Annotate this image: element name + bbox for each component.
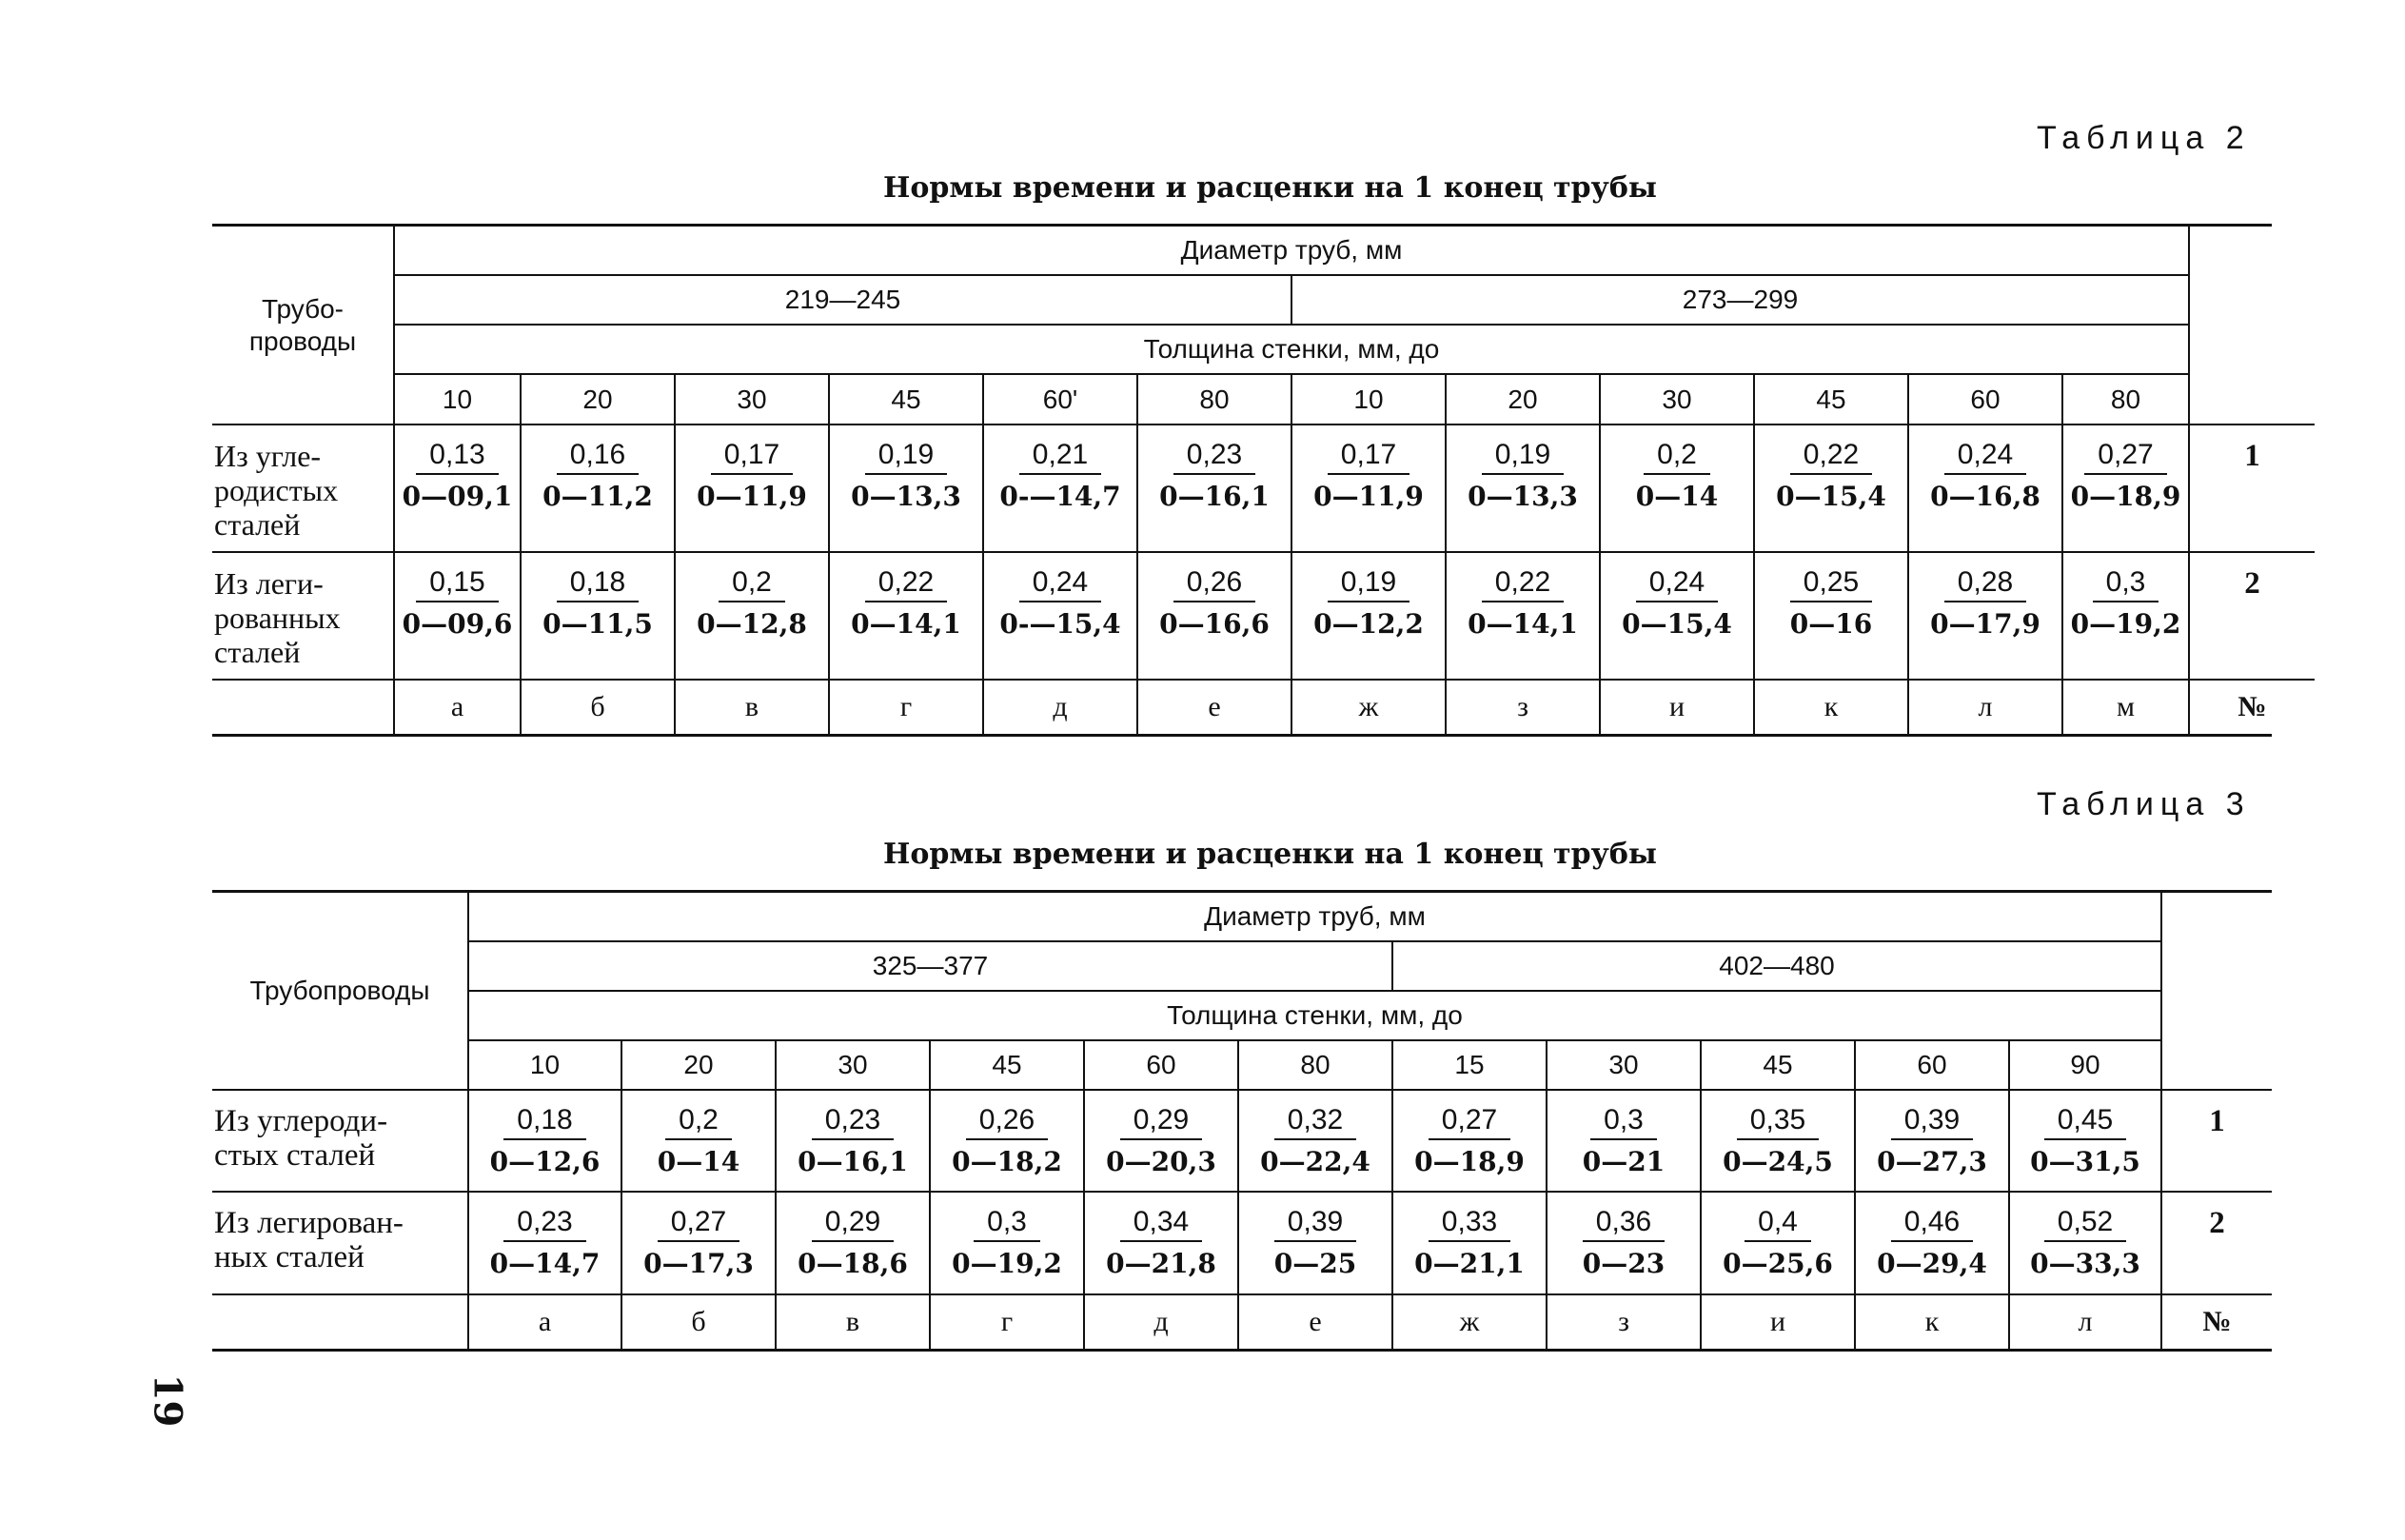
table3-thickness-6: 80 [1239, 1041, 1393, 1091]
table2-cell-2-3 [676, 553, 830, 681]
table3-cell-1-8 [1547, 1091, 1702, 1193]
table2-cell-2-7 [1292, 553, 1447, 681]
norm-time: 0,3 [2093, 566, 2159, 602]
rate-value: 0—16,1 [798, 1146, 908, 1177]
table3-thickness-4: 45 [931, 1041, 1085, 1091]
table2-row-1-name: Из угле- родистых сталей [212, 425, 395, 553]
table2 [212, 224, 2272, 737]
rate-value: 0-—15,4 [999, 608, 1121, 640]
norm-time: 0,27 [658, 1206, 739, 1242]
table2-column-letter-4: г [830, 681, 984, 734]
table3-group-2: 402—480 [1393, 942, 2162, 992]
table3-column-letter-10: к [1856, 1295, 2010, 1349]
table2-cell-1-1 [395, 425, 522, 553]
table2-cell-1-2 [522, 425, 676, 553]
norm-time: 0,26 [1173, 566, 1255, 602]
table3-thickness-7: 15 [1393, 1041, 1547, 1091]
table2-heading: Нормы времени и расценки на 1 конец трубы [883, 171, 1657, 205]
norm-time: 0,27 [1429, 1104, 1510, 1140]
table3-column-letter-11: л [2010, 1295, 2162, 1349]
rate-value: 0—16,8 [1930, 481, 2040, 512]
table2-cell-2-9 [1601, 553, 1755, 681]
table2-column-letter-6: е [1138, 681, 1292, 734]
norm-time: 0,45 [2044, 1104, 2126, 1140]
table2-cell-1-12 [2063, 425, 2190, 553]
norm-time: 0,23 [812, 1104, 894, 1140]
table2-cell-2-6 [1138, 553, 1292, 681]
table2-cell-1-11 [1909, 425, 2063, 553]
table3-row-1-name: Из углероди- стых сталей [212, 1091, 469, 1193]
table2-number-symbol: № [2237, 691, 2267, 722]
table2-cell-2-11 [1909, 553, 2063, 681]
norm-time: 0,23 [503, 1206, 585, 1242]
rate-value: 0—27,3 [1877, 1146, 1987, 1177]
rate-value: 0—21,8 [1106, 1248, 1216, 1279]
norm-time: 0,32 [1274, 1104, 1356, 1140]
table3-column-letter-1: а [469, 1295, 622, 1349]
table3-cell-1-10 [1856, 1091, 2010, 1193]
norm-time: 0,19 [1328, 566, 1409, 602]
table2-thickness-11: 60 [1909, 375, 2063, 425]
table3-column-letter-9: и [1702, 1295, 1856, 1349]
table3-thickness-5: 60 [1085, 1041, 1239, 1091]
table3-column-letter-7: ж [1393, 1295, 1547, 1349]
table2-cell-2-8 [1447, 553, 1601, 681]
table3-cell-1-3 [777, 1091, 931, 1193]
rate-value: 0—14 [657, 1146, 740, 1177]
table2-column-letter-8: з [1447, 681, 1601, 734]
rate-value: 0—15,4 [1776, 481, 1886, 512]
norm-time: 0,46 [1891, 1206, 1973, 1242]
rate-value: 0—21,1 [1414, 1248, 1525, 1279]
table2-pipe-header: Трубо- проводы [212, 227, 395, 425]
norm-time: 0,16 [557, 439, 639, 475]
rate-value: 0—14 [1635, 481, 1719, 512]
table3-cell-1-9 [1702, 1091, 1856, 1193]
norm-time: 0,33 [1429, 1206, 1510, 1242]
table2-cell-2-10 [1755, 553, 1909, 681]
rate-value: 0—16,6 [1159, 608, 1270, 640]
rate-value: 0—24,5 [1723, 1146, 1833, 1177]
table2-cell-1-8 [1447, 425, 1601, 553]
table3-column-letter-8: з [1547, 1295, 1702, 1349]
table3-cell-2-5 [1085, 1193, 1239, 1295]
table3-row-1-number: 1 [2162, 1091, 2272, 1193]
table2-cell-1-9 [1601, 425, 1755, 553]
table2-column-letter-7: ж [1292, 681, 1447, 734]
table3-diameter-header: Диаметр труб, мм [469, 893, 2162, 942]
table2-thickness-12: 80 [2063, 375, 2190, 425]
rate-value: 0—18,6 [798, 1248, 908, 1279]
norm-time: 0,2 [665, 1104, 732, 1140]
rate-value: 0—14,1 [851, 608, 961, 640]
rate-value: 0—11,9 [697, 481, 807, 512]
table3-thickness-1: 10 [469, 1041, 622, 1091]
table2-thickness-4: 45 [830, 375, 984, 425]
table3-num-header-spacer [2162, 893, 2272, 1091]
table3-column-letter-6: е [1239, 1295, 1393, 1349]
table3-column-letter-3: в [777, 1295, 931, 1349]
rate-value: 0—14,7 [489, 1248, 601, 1279]
rate-value: 0—23 [1582, 1248, 1666, 1279]
rate-value: 0—09,6 [402, 608, 513, 640]
norm-time: 0,15 [416, 566, 498, 602]
table3-pipe-header: Трубопроводы [212, 893, 469, 1091]
table2-thickness-5: 60' [984, 375, 1138, 425]
table3-cell-1-5 [1085, 1091, 1239, 1193]
norm-time: 0,29 [812, 1206, 894, 1242]
rate-value: 0—33,3 [2030, 1248, 2140, 1279]
norm-time: 0,18 [557, 566, 639, 602]
norm-time: 0,24 [1944, 439, 2026, 475]
norm-time: 0,13 [416, 439, 498, 475]
rate-value: 0—16 [1789, 608, 1873, 640]
norm-time: 0,3 [1590, 1104, 1657, 1140]
table2-column-letter-1: а [395, 681, 522, 734]
table2-row-2-number: 2 [2190, 553, 2315, 681]
rate-value: 0—15,4 [1622, 608, 1732, 640]
norm-time: 0,26 [966, 1104, 1048, 1140]
norm-time: 0,19 [1482, 439, 1564, 475]
norm-time: 0,4 [1745, 1206, 1811, 1242]
table2-cell-1-5 [984, 425, 1138, 553]
table3-row-2-name: Из легирован- ных сталей [212, 1193, 469, 1295]
norm-time: 0,2 [719, 566, 785, 602]
table3-cell-2-11 [2010, 1193, 2162, 1295]
rate-value: 0—19,2 [952, 1248, 1062, 1279]
table3-letters-spacer [212, 1295, 469, 1349]
rate-value: 0—25 [1273, 1248, 1357, 1279]
rate-value: 0—22,4 [1260, 1146, 1370, 1177]
norm-time: 0,36 [1583, 1206, 1665, 1242]
rate-value: 0—25,6 [1723, 1248, 1833, 1279]
table2-thickness-3: 30 [676, 375, 830, 425]
rate-value: 0—18,9 [1414, 1146, 1525, 1177]
norm-time: 0,35 [1737, 1104, 1819, 1140]
table3-thickness-11: 90 [2010, 1041, 2162, 1091]
table2-wall-header: Толщина стенки, мм, до [395, 326, 2190, 375]
norm-time: 0,19 [865, 439, 947, 475]
rate-value: 0—29,4 [1877, 1248, 1987, 1279]
table3-label: Таблица 3 [2037, 786, 2251, 822]
norm-time: 0,17 [1328, 439, 1409, 475]
norm-time: 0,27 [2084, 439, 2166, 475]
table3-thickness-8: 30 [1547, 1041, 1702, 1091]
table2-thickness-8: 20 [1447, 375, 1601, 425]
table2-letters-spacer [212, 681, 395, 734]
table2-thickness-10: 45 [1755, 375, 1909, 425]
table3-cell-2-4 [931, 1193, 1085, 1295]
table3-wall-header: Толщина стенки, мм, до [469, 992, 2162, 1041]
table3-cell-2-2 [622, 1193, 777, 1295]
norm-time: 0,24 [1019, 566, 1101, 602]
table2-row-1-number: 1 [2190, 425, 2315, 553]
table3-column-letter-5: д [1085, 1295, 1239, 1349]
rate-value: 0—11,5 [542, 608, 653, 640]
table3-heading: Нормы времени и расценки на 1 конец трубы [883, 838, 1657, 871]
rate-value: 0—19,2 [2070, 608, 2181, 640]
table2-cell-1-6 [1138, 425, 1292, 553]
norm-time: 0,2 [1644, 439, 1710, 475]
table2-row-2-name: Из леги- рованных сталей [212, 553, 395, 681]
table3-cell-1-1 [469, 1091, 622, 1193]
rate-value: 0—14,1 [1468, 608, 1578, 640]
table2-cell-1-10 [1755, 425, 1909, 553]
table3-cell-1-6 [1239, 1091, 1393, 1193]
table2-column-letter-2: б [522, 681, 676, 734]
table3-cell-2-1 [469, 1193, 622, 1295]
norm-time: 0,39 [1274, 1206, 1356, 1242]
table2-cell-1-4 [830, 425, 984, 553]
table2-thickness-9: 30 [1601, 375, 1755, 425]
table3-thickness-3: 30 [777, 1041, 931, 1091]
rate-value: 0—31,5 [2030, 1146, 2140, 1177]
table2-group-1: 219—245 [395, 276, 1292, 326]
rate-value: 0—20,3 [1106, 1146, 1216, 1177]
table2-thickness-7: 10 [1292, 375, 1447, 425]
table2-num-header-spacer [2190, 227, 2315, 425]
table3-cell-1-11 [2010, 1091, 2162, 1193]
table2-cell-2-2 [522, 553, 676, 681]
table2-cell-1-3 [676, 425, 830, 553]
norm-time: 0,22 [865, 566, 947, 602]
table2-column-letter-12: м [2063, 681, 2190, 734]
rate-value: 0—21 [1582, 1146, 1666, 1177]
table3-group-1: 325—377 [469, 942, 1393, 992]
table2-column-letter-3: в [676, 681, 830, 734]
rate-value: 0—13,3 [1468, 481, 1578, 512]
table2-cell-2-4 [830, 553, 984, 681]
norm-time: 0,22 [1482, 566, 1564, 602]
norm-time: 0,25 [1790, 566, 1872, 602]
rate-value: 0—18,9 [2070, 481, 2181, 512]
norm-time: 0,34 [1120, 1206, 1202, 1242]
norm-time: 0,22 [1790, 439, 1872, 475]
table3-thickness-9: 45 [1702, 1041, 1856, 1091]
rate-value: 0—12,2 [1313, 608, 1424, 640]
norm-time: 0,29 [1120, 1104, 1202, 1140]
table2-group-2: 273—299 [1292, 276, 2190, 326]
table3-cell-1-4 [931, 1091, 1085, 1193]
page-number: 19 [145, 1373, 190, 1428]
rate-value: 0—12,6 [489, 1146, 601, 1177]
table2-cell-1-7 [1292, 425, 1447, 553]
table2-thickness-6: 80 [1138, 375, 1292, 425]
norm-time: 0,3 [974, 1206, 1040, 1242]
norm-time: 0,21 [1019, 439, 1101, 475]
table3-cell-1-2 [622, 1091, 777, 1193]
table3-thickness-2: 20 [622, 1041, 777, 1091]
rate-value: 0—17,9 [1930, 608, 2040, 640]
table2-cell-2-5 [984, 553, 1138, 681]
table3-cell-2-3 [777, 1193, 931, 1295]
table2-column-letter-11: л [1909, 681, 2063, 734]
norm-time: 0,28 [1944, 566, 2026, 602]
norm-time: 0,23 [1173, 439, 1255, 475]
norm-time: 0,39 [1891, 1104, 1973, 1140]
table3-column-letter-2: б [622, 1295, 777, 1349]
rate-value: 0—09,1 [402, 481, 513, 512]
table3-thickness-10: 60 [1856, 1041, 2010, 1091]
table3-cell-2-8 [1547, 1193, 1702, 1295]
table2-cell-2-1 [395, 553, 522, 681]
rate-value: 0—11,9 [1313, 481, 1424, 512]
table2-thickness-1: 10 [395, 375, 522, 425]
norm-time: 0,17 [711, 439, 793, 475]
table2-thickness-2: 20 [522, 375, 676, 425]
table3-number-symbol: № [2202, 1306, 2232, 1337]
table3-cell-1-7 [1393, 1091, 1547, 1193]
table3-row-2-number: 2 [2162, 1193, 2272, 1295]
rate-value: 0-—14,7 [999, 481, 1121, 512]
table2-column-letter-9: и [1601, 681, 1755, 734]
table2-label: Таблица 2 [2037, 120, 2251, 156]
table3 [212, 890, 2272, 1352]
rate-value: 0—17,3 [643, 1248, 754, 1279]
table3-cell-2-9 [1702, 1193, 1856, 1295]
rate-value: 0—11,2 [542, 481, 653, 512]
table2-cell-2-12 [2063, 553, 2190, 681]
rate-value: 0—18,2 [952, 1146, 1062, 1177]
rate-value: 0—16,1 [1159, 481, 1270, 512]
rate-value: 0—13,3 [851, 481, 961, 512]
table3-column-letter-4: г [931, 1295, 1085, 1349]
table2-column-letter-10: к [1755, 681, 1909, 734]
norm-time: 0,18 [503, 1104, 585, 1140]
rate-value: 0—12,8 [697, 608, 807, 640]
table3-cell-2-10 [1856, 1193, 2010, 1295]
table2-diameter-header: Диаметр труб, мм [395, 227, 2190, 276]
table3-cell-2-7 [1393, 1193, 1547, 1295]
table2-column-letter-5: д [984, 681, 1138, 734]
norm-time: 0,24 [1636, 566, 1718, 602]
table3-cell-2-6 [1239, 1193, 1393, 1295]
norm-time: 0,52 [2044, 1206, 2126, 1242]
